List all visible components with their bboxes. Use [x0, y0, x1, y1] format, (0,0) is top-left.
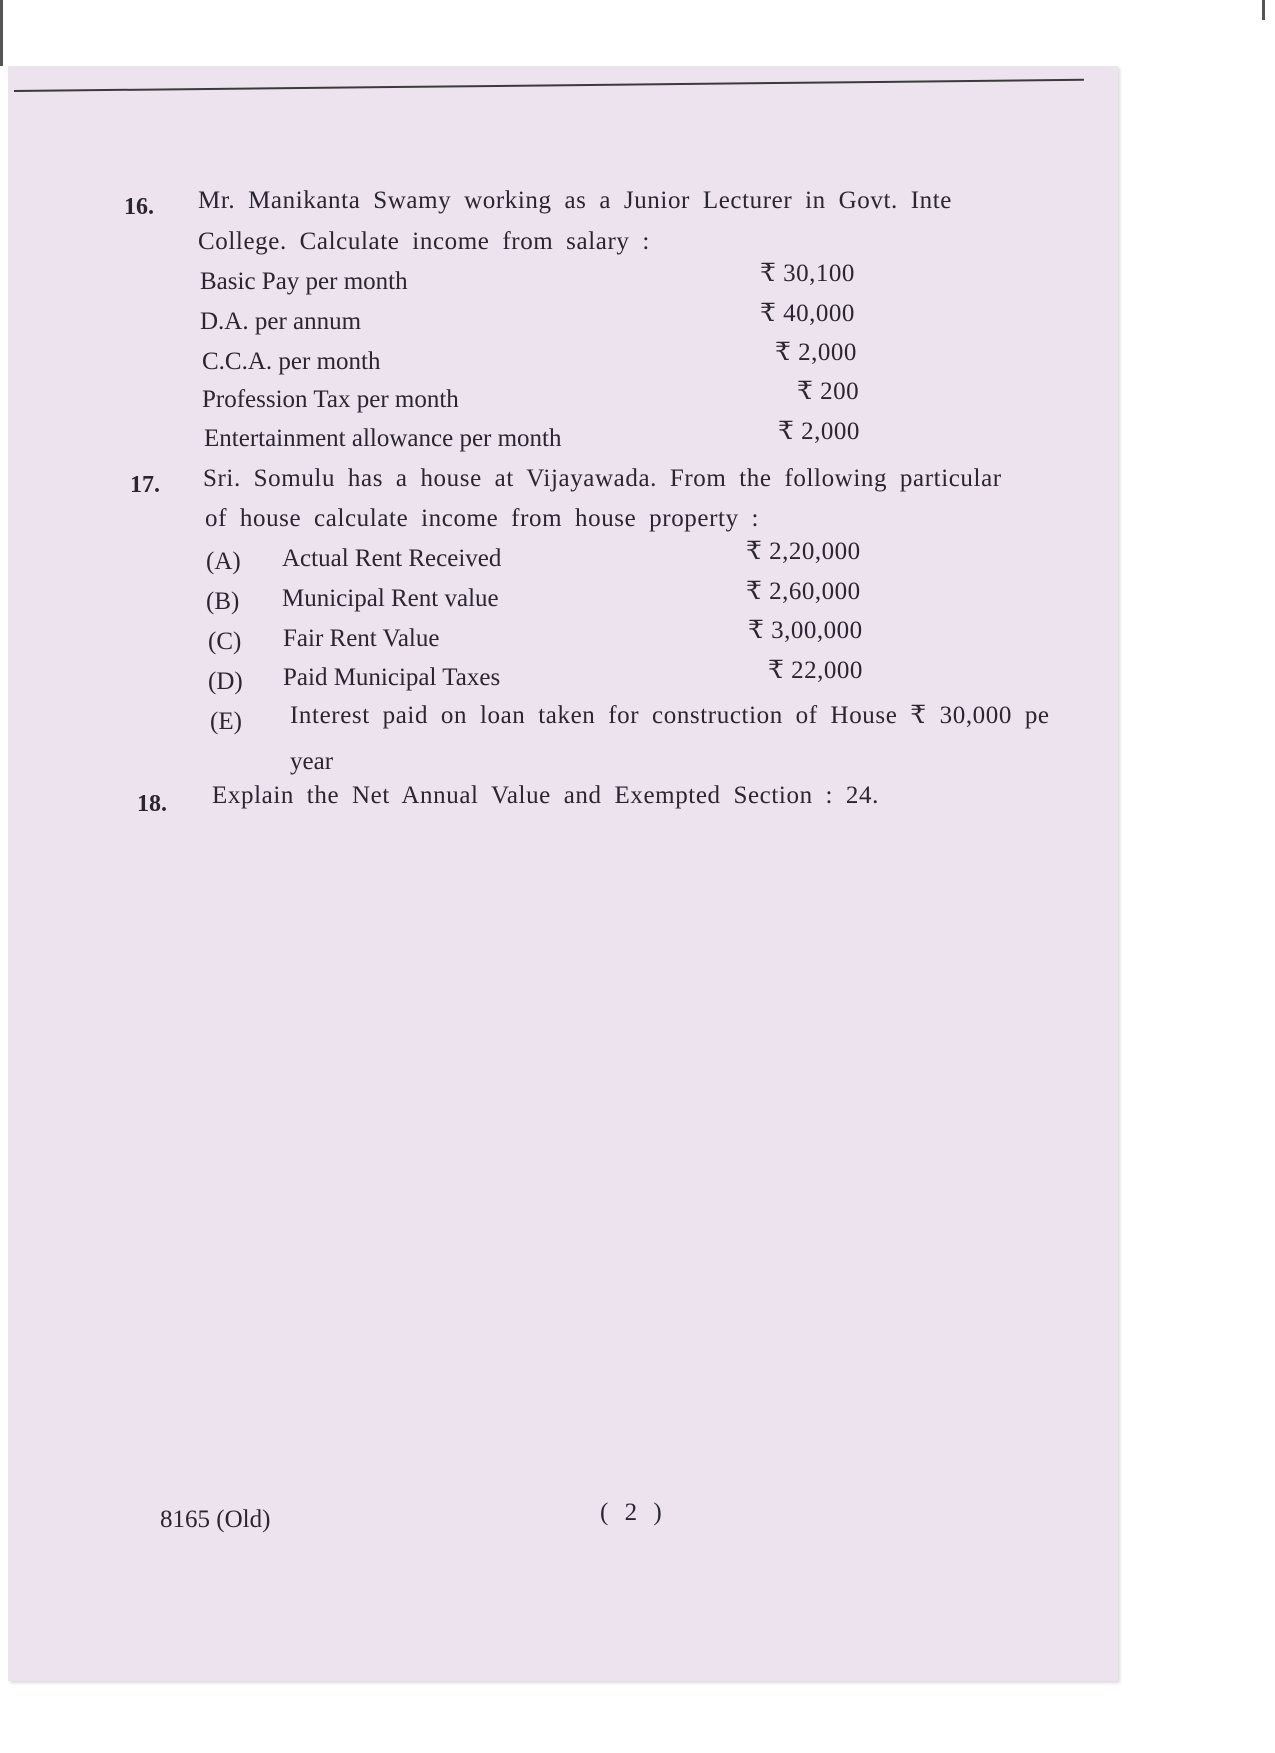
item-label: Basic Pay per month	[200, 268, 408, 295]
question-text-line: College. Calculate income from salary :	[198, 228, 650, 255]
item-letter: (E)	[210, 708, 242, 735]
question-text-line: of house calculate income from house property :	[205, 505, 760, 532]
paper-code: 8165 (Old)	[160, 1506, 271, 1533]
item-label: Fair Rent Value	[283, 625, 440, 652]
question-number: 16.	[124, 194, 154, 220]
item-amount: ₹ 2,20,000	[746, 538, 861, 565]
item-letter: (B)	[206, 588, 240, 615]
scan-edge-right	[1262, 0, 1265, 20]
question-text-line: Mr. Manikanta Swamy working as a Junior Lecturer in Govt. Inte	[198, 187, 952, 214]
paper-sheet	[8, 66, 1118, 1681]
item-label: D.A. per annum	[200, 308, 362, 335]
item-letter: (C)	[208, 628, 242, 655]
scan-edge-left	[0, 0, 3, 66]
item-amount: ₹ 2,000	[778, 418, 860, 445]
item-label: Actual Rent Received	[282, 545, 502, 572]
item-continuation: year	[290, 748, 334, 775]
item-amount: ₹ 22,000	[768, 657, 863, 684]
item-label: Profession Tax per month	[202, 386, 459, 413]
item-label: Interest paid on loan taken for construction of House ₹ 30,000 pe	[290, 702, 1050, 729]
item-amount: ₹ 2,000	[775, 339, 857, 366]
item-amount: ₹ 3,00,000	[748, 617, 863, 644]
item-amount: ₹ 40,000	[760, 300, 855, 327]
question-number: 18.	[137, 791, 167, 817]
item-label: Entertainment allowance per month	[204, 425, 562, 452]
item-amount: ₹ 200	[797, 378, 860, 405]
item-label: Municipal Rent value	[282, 585, 499, 612]
item-letter: (A)	[206, 548, 241, 575]
item-amount: ₹ 30,100	[760, 260, 855, 287]
question-text-line: Explain the Net Annual Value and Exempted Section : 24.	[212, 782, 879, 809]
item-label: C.C.A. per month	[202, 348, 381, 375]
item-label: Paid Municipal Taxes	[283, 664, 501, 691]
item-letter: (D)	[208, 668, 243, 695]
item-amount: ₹ 2,60,000	[746, 578, 861, 605]
question-number: 17.	[130, 472, 160, 498]
page-number: ( 2 )	[600, 1499, 662, 1526]
question-text-line: Sri. Somulu has a house at Vijayawada. From the following particular	[203, 465, 1002, 492]
